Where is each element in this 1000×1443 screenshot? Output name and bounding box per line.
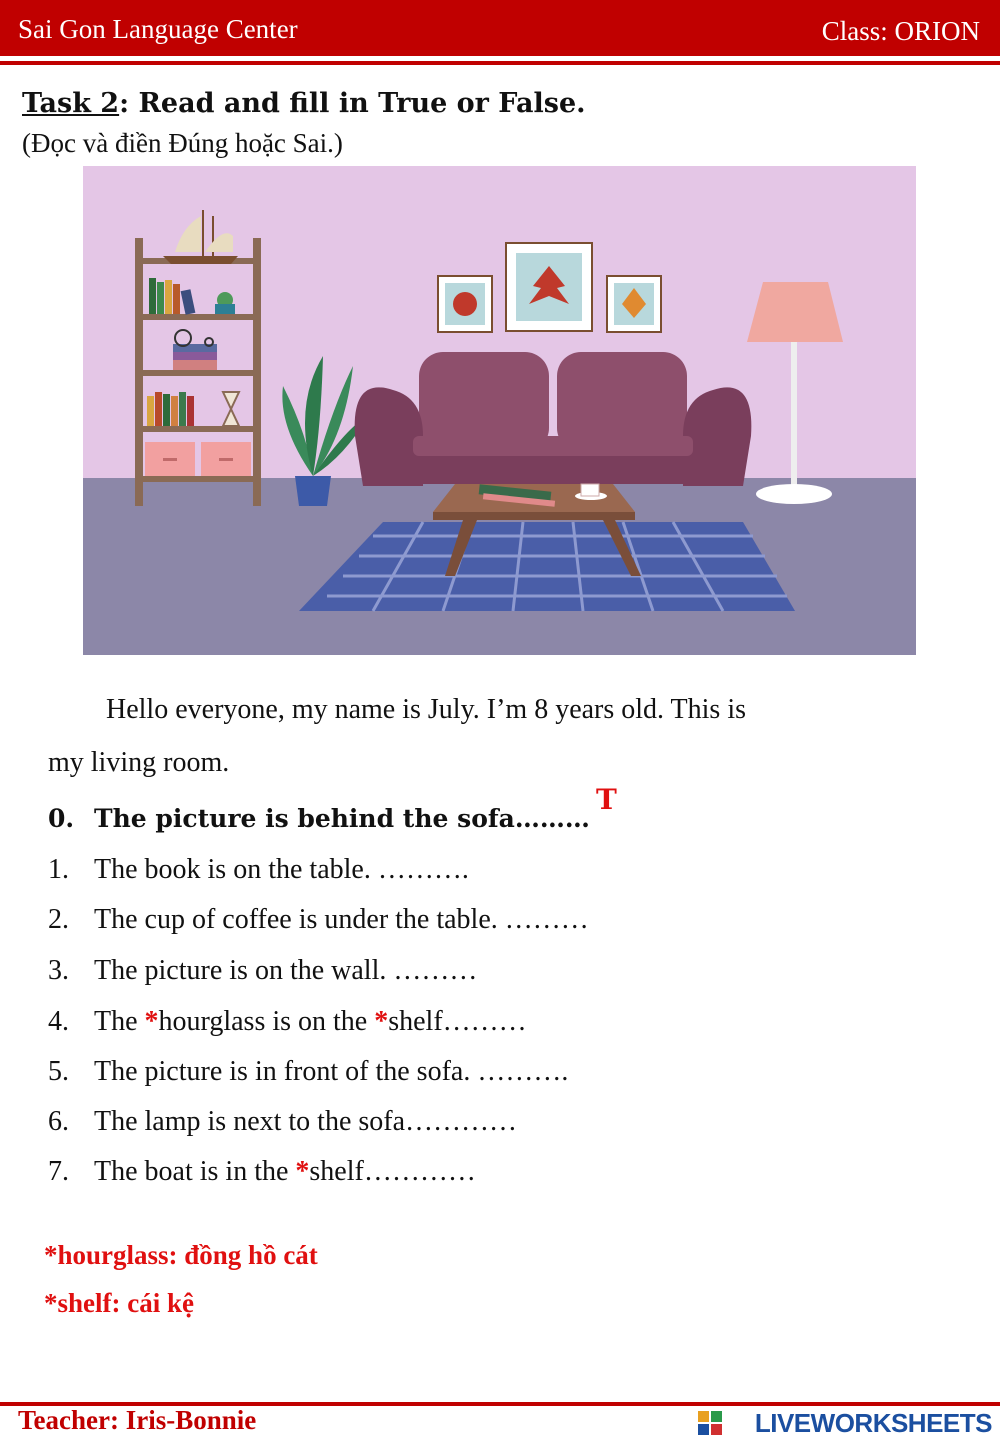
task-instruction: : Read and fill in True or False. [119,88,586,119]
text-part: shelf………… [309,1156,476,1187]
question-2 [48,904,589,936]
text-part: The boat is in the [94,1156,296,1187]
question-text: The lamp is next to the sofa………… [94,1106,518,1137]
text-part: hourglass is on the [158,1006,375,1037]
question-6 [48,1106,517,1138]
question-number: 6. [48,1106,69,1137]
class-name: Class: ORION [821,16,980,46]
question-number: 0. [48,804,75,833]
liveworksheets-logo-icon [698,1411,722,1435]
question-text: The picture is in front of the sofa. ………. [94,1056,569,1087]
header-divider [0,61,1000,65]
center-name: Sai Gon Language Center [18,14,298,44]
question-1 [48,854,469,886]
question-text: The picture is on the wall. ……… [94,955,478,986]
teacher-name: Teacher: Iris-Bonnie [18,1405,257,1435]
question-number: 5. [48,1056,69,1087]
question-number: 4. [48,1006,69,1037]
intro-line-1: Hello everyone, my name is July. I’m 8 years old. This is [106,694,746,725]
question-number: 7. [48,1156,69,1187]
question-4 [48,1006,527,1038]
question-number: 1. [48,854,69,885]
question-text: The picture is behind the sofa……… [94,804,590,833]
question-text [94,1006,527,1037]
header-bar [0,0,1000,56]
text-part: The [94,1006,145,1037]
glossary-shelf: *shelf: cái kệ [44,1288,194,1318]
glossary-marker: * [144,1006,159,1037]
task-subtitle: (Đọc và điền Đúng hoặc Sai.) [22,128,343,158]
glossary-marker: * [374,1006,389,1037]
question-text: The book is on the table. ………. [94,854,469,885]
example-answer: T [596,783,617,816]
question-3 [48,955,477,987]
text-part: shelf……… [388,1006,527,1037]
rug [299,522,795,611]
question-number: 2. [48,904,69,935]
example-question [48,804,590,833]
task-label: Task 2 [22,88,120,119]
brand-name[interactable]: LIVEWORKSHEETS [754,1408,992,1438]
glossary-marker: * [295,1156,310,1187]
task-title [22,88,586,119]
question-text [94,1156,476,1187]
living-room-illustration [83,166,916,655]
intro-line-2: my living room. [48,747,230,778]
question-number: 3. [48,955,69,986]
question-7 [48,1156,476,1188]
glossary-hourglass: *hourglass: đồng hồ cát [44,1240,318,1270]
question-text: The cup of coffee is under the table. ……… [94,904,589,935]
question-5 [48,1056,568,1088]
